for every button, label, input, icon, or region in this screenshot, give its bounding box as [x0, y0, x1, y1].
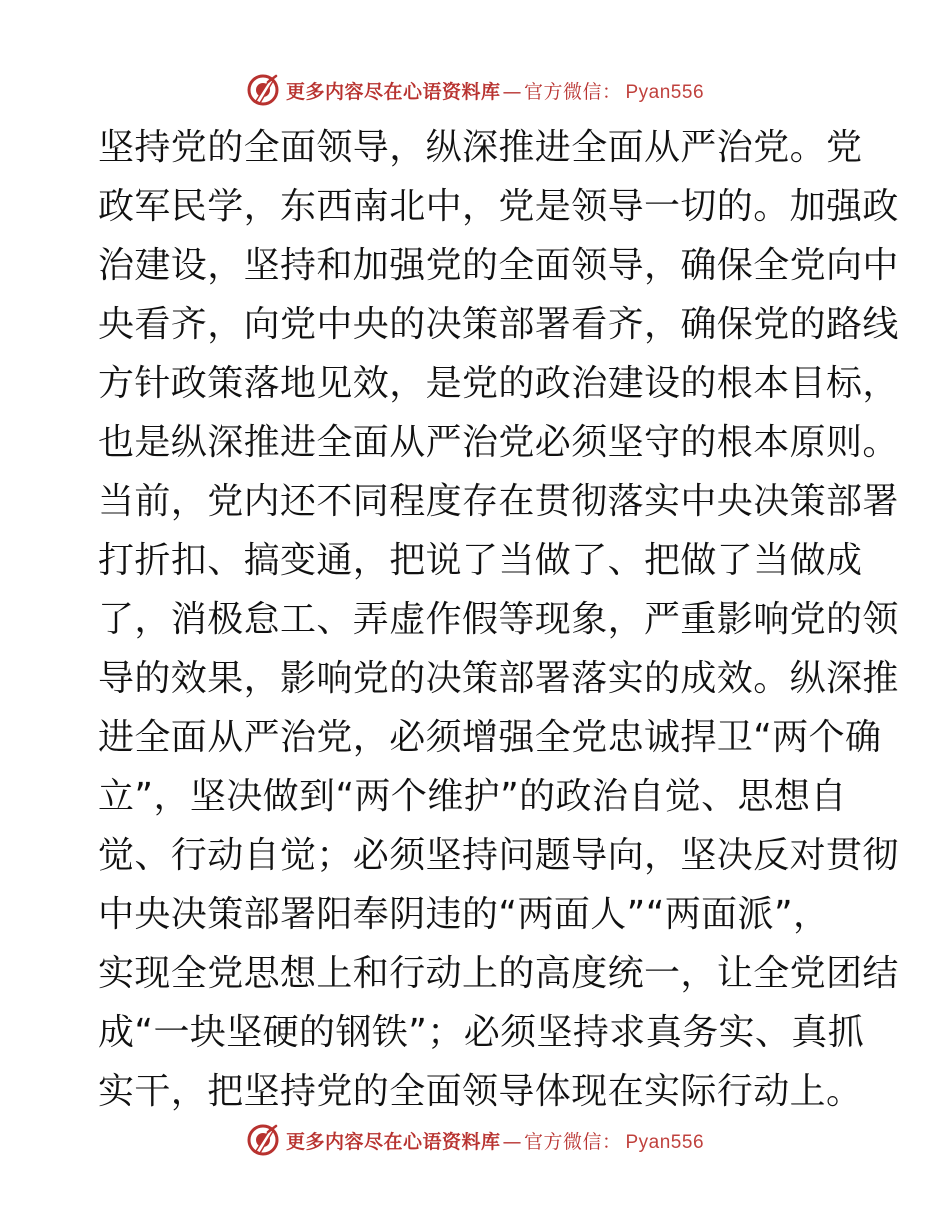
header-banner-text	[286, 77, 704, 104]
body-line: 导的效果，影响党的决策部署落实的成效。纵深推	[98, 658, 899, 699]
body-line: 立”，坚决做到“两个维护”的政治自觉、思想自	[98, 776, 847, 817]
body-line: 当前，党内还不同程度存在贯彻落实中央决策部署	[98, 481, 899, 522]
banner-account: Pyan556	[625, 1131, 705, 1153]
body-line: 坚持党的全面领导，纵深推进全面从严治党。党	[98, 127, 863, 168]
banner-dash: —	[502, 80, 522, 103]
banner-wechat-label: 官方微信：	[523, 1130, 622, 1153]
banner-main-text: 更多内容尽在心语资料库	[285, 1130, 501, 1153]
footer-banner	[0, 1120, 950, 1160]
body-line: 实干，把坚持党的全面领导体现在实际行动上。	[98, 1071, 863, 1112]
footer-banner-text	[286, 1127, 704, 1154]
logo-icon	[246, 1123, 280, 1157]
banner-account: Pyan556	[625, 81, 705, 103]
body-line: 打折扣、搞变通，把说了当做了、把做了当做成	[98, 540, 863, 581]
body-line: 觉、行动自觉；必须坚持问题导向，坚决反对贯彻	[98, 835, 899, 876]
body-line: 央看齐，向党中央的决策部署看齐，确保党的路线	[98, 304, 899, 345]
logo-icon	[246, 73, 280, 107]
body-line: 中央决策部署阳奉阴违的“两面人”“两面派”，	[98, 894, 830, 935]
body-line: 成“一块坚硬的钢铁”；必须坚持求真务实、真抓	[98, 1012, 865, 1053]
banner-main-text: 更多内容尽在心语资料库	[285, 80, 501, 103]
body-line: 进全面从严治党，必须增强全党忠诚捍卫“两个确	[98, 717, 882, 758]
body-line: 治建设，坚持和加强党的全面领导，确保全党向中	[98, 245, 899, 286]
banner-dash: —	[502, 1130, 522, 1153]
body-line: 方针政策落地见效，是党的政治建设的根本目标，	[98, 363, 899, 404]
body-line: 了，消极怠工、弄虚作假等现象，严重影响党的领	[98, 599, 899, 640]
banner-wechat-label: 官方微信：	[523, 80, 622, 103]
body-line: 实现全党思想上和行动上的高度统一，让全党团结	[98, 953, 899, 994]
document-body	[98, 118, 899, 1121]
body-line: 政军民学，东西南北中，党是领导一切的。加强政	[98, 186, 899, 227]
header-banner	[0, 70, 950, 110]
body-line: 也是纵深推进全面从严治党必须坚守的根本原则。	[98, 422, 899, 463]
